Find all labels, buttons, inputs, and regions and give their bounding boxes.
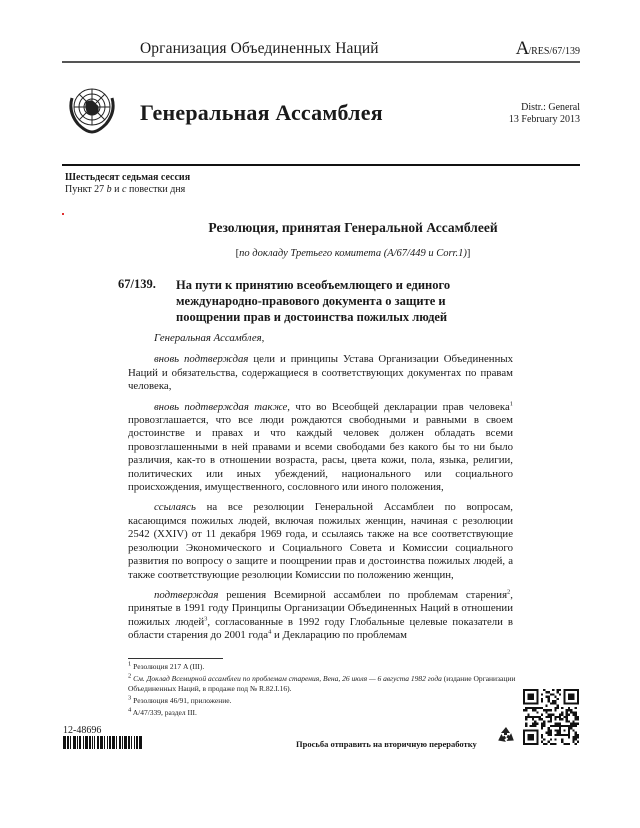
agenda-item: Пункт 27 b и c повестки дня: [65, 184, 186, 195]
session-info: [65, 172, 190, 196]
marker-dot: [62, 213, 64, 215]
footnote-ref[interactable]: 1: [509, 400, 513, 408]
footnote-ref[interactable]: 2: [507, 588, 511, 596]
footnote: $^2$ См. Доклад Всемирной ассамблеи по проблемам старения, Вена, 26 июля — 6 августа 1982 года (издание Организации Объединенных Наций, в продаже под № R.82.I.16).: [128, 672, 516, 693]
paragraph: подтверждая решения Всемирной ассамблеи по проблемам старения$^2$, принятые в 1991 году Принципы Организации Объединенных Наций в отношении пожилых людей$^3$, согласованные в 1992 году Глобальные целевые показатели в области старения до 2001 года$^4$ и Декларацию по проблемам: [128, 588, 513, 642]
resolution-heading: На пути к принятию всеобъемлющего и единого международно-правового документа о защите и поощрении прав и достоинства пожилых людей: [176, 278, 451, 324]
resolution-body: [128, 332, 513, 650]
resolution-title: Резолюция, принятая Генеральной Ассамблеей: [208, 220, 498, 235]
issue-date: 13 February 2013: [508, 114, 580, 125]
footnotes: [128, 662, 518, 720]
org-name: Организация Объединенных Наций: [140, 40, 379, 57]
qr-code-icon: [523, 689, 579, 745]
distribution: Distr.: General: [521, 102, 580, 113]
footnote: $^4$ A/47/339, раздел III.: [128, 706, 197, 717]
symbol-rest: /RES/67/139: [528, 46, 580, 57]
un-emblem-icon: [64, 80, 120, 136]
barcode-icon: [63, 736, 171, 749]
symbol-prefix: A: [515, 38, 529, 59]
document-symbol: [516, 38, 580, 60]
distribution-info: [509, 102, 580, 126]
header-rule: [62, 61, 580, 63]
footnote: $^3$ Резолюция 46/91, приложение.: [128, 694, 232, 705]
preamble-opening: Генеральная Ассамблея,: [154, 332, 265, 344]
document-id: 12-48696: [63, 725, 102, 736]
footnote-ref[interactable]: 3: [204, 615, 208, 623]
paragraph: вновь подтверждая также, что во Всеобщей декларации прав человека$^1$ провозглашается, что все люди рождаются свободными и равными в своем достоинстве и правах и что каждый человек должен обладать всеми провозглашенными в ней правами и всеми свободами без какого бы то ни было различия, как-то в отношении возраста, расы, цвета кожи, пола, языка, религии, политических или иных убеждений, национального или социального происхождения, имущественного, сословного или иного положения,: [128, 400, 513, 494]
recycle-notice: Просьба отправить на вторичную переработку: [296, 739, 477, 749]
paragraph: вновь подтверждая цели и принципы Устава Организации Объединенных Наций и обязательства, содержащиеся в соответствующих документах по правам человека,: [128, 353, 514, 393]
header-thick-rule: [62, 164, 580, 166]
report-reference: [по докладу Третьего комитета (A/67/449 и Corr.1)]: [235, 248, 471, 259]
footnote: $^1$ Резолюция 217 A (III).: [128, 660, 205, 671]
footnote-rule: [128, 658, 223, 659]
paragraph: ссылаясь на все резолюции Генеральной Ассамблеи по вопросам, касающимся пожилых людей, включая пожилых женщин, начиная с резолюции 2542 (XXIV) от 11 декабря 1969 года, и ссылаясь также на все соответствующие резолюции Экономического и Социального Совета и Комиссии социального развития по вопросу о защите и поощрении прав и достоинства пожилых людей, а также соответствующие резолюции Комиссии по положению женщин,: [128, 501, 513, 581]
recycle-icon: [496, 726, 516, 746]
session-title: Шестьдесят седьмая сессия: [65, 172, 191, 183]
footnote-ref[interactable]: 4: [268, 628, 272, 636]
resolution-number: 67/139.: [118, 277, 156, 291]
assembly-title: Генеральная Ассамблея: [140, 100, 383, 125]
